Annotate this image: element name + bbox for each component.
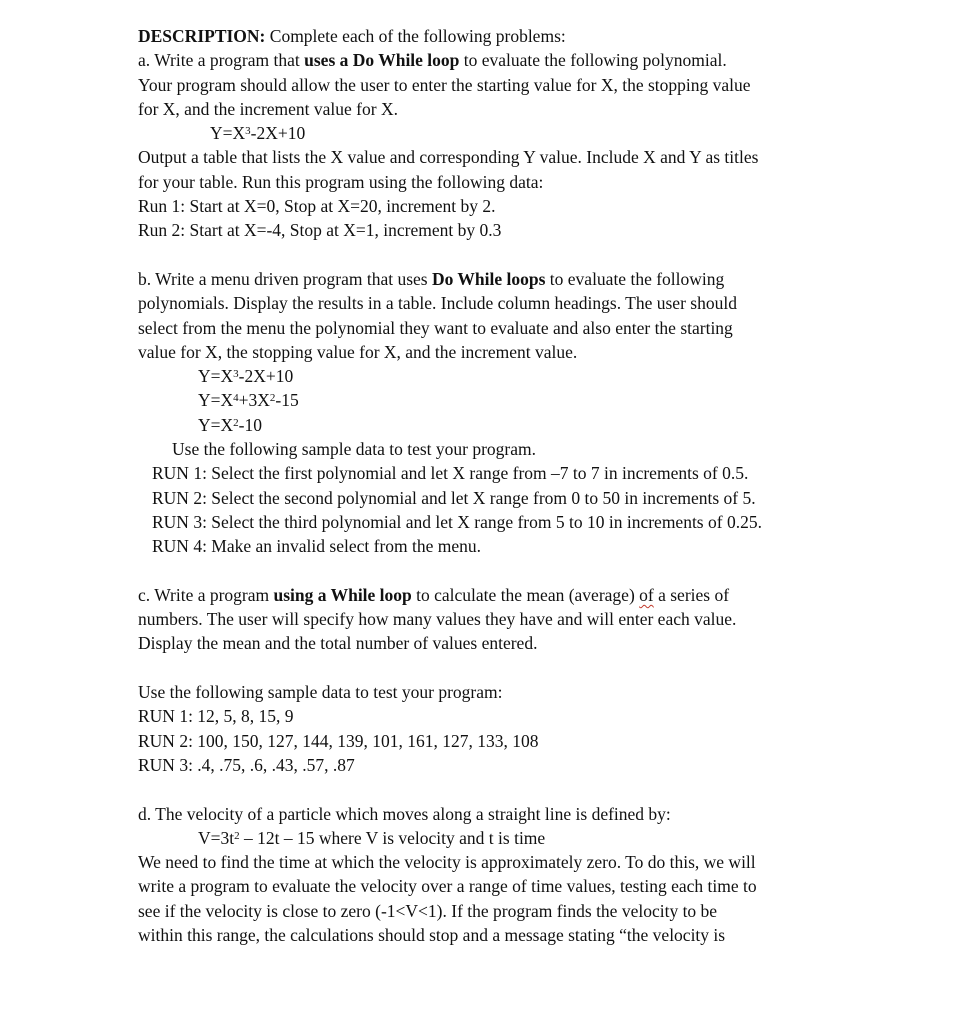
- eq-text: Y=X: [198, 366, 234, 387]
- description-line: [138, 24, 858, 48]
- part-b-text: to evaluate the following: [545, 268, 725, 289]
- part-c-use-line: Use the following sample data to test your program:: [138, 682, 503, 703]
- part-b-run-2: RUN 2: Select the second polynomial and let X range from 0 to 50 in increments of 5.: [152, 487, 756, 508]
- eq-text: -15: [275, 390, 299, 411]
- part-b-line-2: polynomials. Display the results in a table. Include column headings. The user should: [138, 293, 737, 314]
- part-b-text: b. Write a menu driven program that uses: [138, 268, 432, 289]
- part-a-run-1: Run 1: Start at X=0, Stop at X=20, increment by 2.: [138, 196, 496, 217]
- part-c-run-3: RUN 3: .4, .75, .6, .43, .57, .87: [138, 754, 355, 775]
- part-d-line-4: see if the velocity is close to zero (-1<V<1). If the program finds the velocity to be: [138, 900, 718, 921]
- eq-text: Y=X: [198, 414, 234, 435]
- part-d-line-5: within this range, the calculations should stop and a message stating “the velocity is: [138, 924, 726, 945]
- eq-exponent: 3: [233, 368, 239, 381]
- part-b-run-4: RUN 4: Make an invalid select from the menu.: [152, 536, 482, 557]
- part-d-line-1: d. The velocity of a particle which moves along a straight line is defined by:: [138, 803, 671, 824]
- part-c-line-1: [138, 583, 858, 607]
- part-b-run-1: RUN 1: Select the first polynomial and let X range from –7 to 7 in increments of 0.5.: [152, 463, 749, 484]
- eq-exponent: 2: [269, 392, 276, 405]
- eq-text: Y=X: [210, 123, 246, 144]
- spacer: [138, 559, 858, 583]
- spacer: [138, 777, 858, 801]
- part-b-run-3: RUN 3: Select the third polynomial and let X range from 5 to 10 in increments of 0.25.: [152, 511, 762, 532]
- eq-exponent: 4: [233, 392, 239, 405]
- part-a-line-5: for your table. Run this program using the following data:: [138, 171, 544, 192]
- part-c-text: to calculate the mean (average): [411, 584, 640, 605]
- spelling-error-word: of: [639, 584, 654, 605]
- part-a-text: to evaluate the following polynomial.: [459, 50, 727, 71]
- part-d-equation: [138, 826, 858, 850]
- eq-text: -2X+10: [238, 366, 294, 387]
- part-c-line-2: numbers. The user will specify how many values they have and will enter each value.: [138, 609, 737, 630]
- spacer: [138, 656, 858, 680]
- part-d-line-3: write a program to evaluate the velocity over a range of time values, testing each time to: [138, 876, 757, 897]
- part-a-bold: uses a Do While loop: [304, 50, 460, 71]
- part-b-equation-3: [138, 413, 858, 437]
- description-text: Complete each of the following problems:: [265, 26, 566, 46]
- eq-text: Y=X: [198, 390, 234, 411]
- eq-text: -2X+10: [250, 123, 306, 144]
- eq-exponent: 2: [233, 416, 239, 429]
- part-a-text: a. Write a program that: [138, 50, 305, 71]
- eq-text: -10: [238, 414, 262, 435]
- eq-text: V=3t: [198, 827, 235, 848]
- part-a-equation: [138, 121, 858, 145]
- part-a-line-4: Output a table that lists the X value and corresponding Y value. Include X and Y as titles: [138, 147, 759, 168]
- part-a-line-2: Your program should allow the user to enter the starting value for X, the stopping value: [138, 74, 751, 95]
- part-b-line-1: [138, 267, 858, 291]
- eq-exponent: 3: [245, 125, 251, 138]
- part-b-equation-1: [138, 364, 858, 388]
- eq-exponent: 2: [234, 829, 240, 842]
- part-b-line-4: value for X, the stopping value for X, and the increment value.: [138, 341, 578, 362]
- eq-text: – 12t – 15 where V is velocity and t is time: [239, 827, 546, 848]
- part-a-line-1: [138, 48, 858, 72]
- description-label: DESCRIPTION:: [138, 26, 266, 46]
- part-c-run-1: RUN 1: 12, 5, 8, 15, 9: [138, 706, 294, 727]
- part-b-equation-2: [138, 388, 858, 412]
- part-c-text: a series of: [653, 584, 730, 605]
- eq-text: +3X: [238, 390, 270, 411]
- part-a-run-2: Run 2: Start at X=-4, Stop at X=1, increment by 0.3: [138, 220, 502, 241]
- part-a-line-3: for X, and the increment value for X.: [138, 98, 398, 119]
- part-c-text: c. Write a program: [138, 584, 274, 605]
- spacer: [138, 243, 858, 267]
- part-b-bold: Do While loops: [431, 268, 546, 289]
- part-c-line-3: Display the mean and the total number of values entered.: [138, 633, 538, 654]
- part-b-line-3: select from the menu the polynomial they want to evaluate and also enter the starting: [138, 317, 733, 338]
- part-c-bold: using a While loop: [273, 584, 412, 605]
- part-b-use-line: Use the following sample data to test your program.: [172, 439, 537, 460]
- part-c-run-2: RUN 2: 100, 150, 127, 144, 139, 101, 161, 127, 133, 108: [138, 730, 539, 751]
- part-d-line-2: We need to find the time at which the velocity is approximately zero. To do this, we will: [138, 852, 756, 873]
- document-body: [138, 24, 858, 947]
